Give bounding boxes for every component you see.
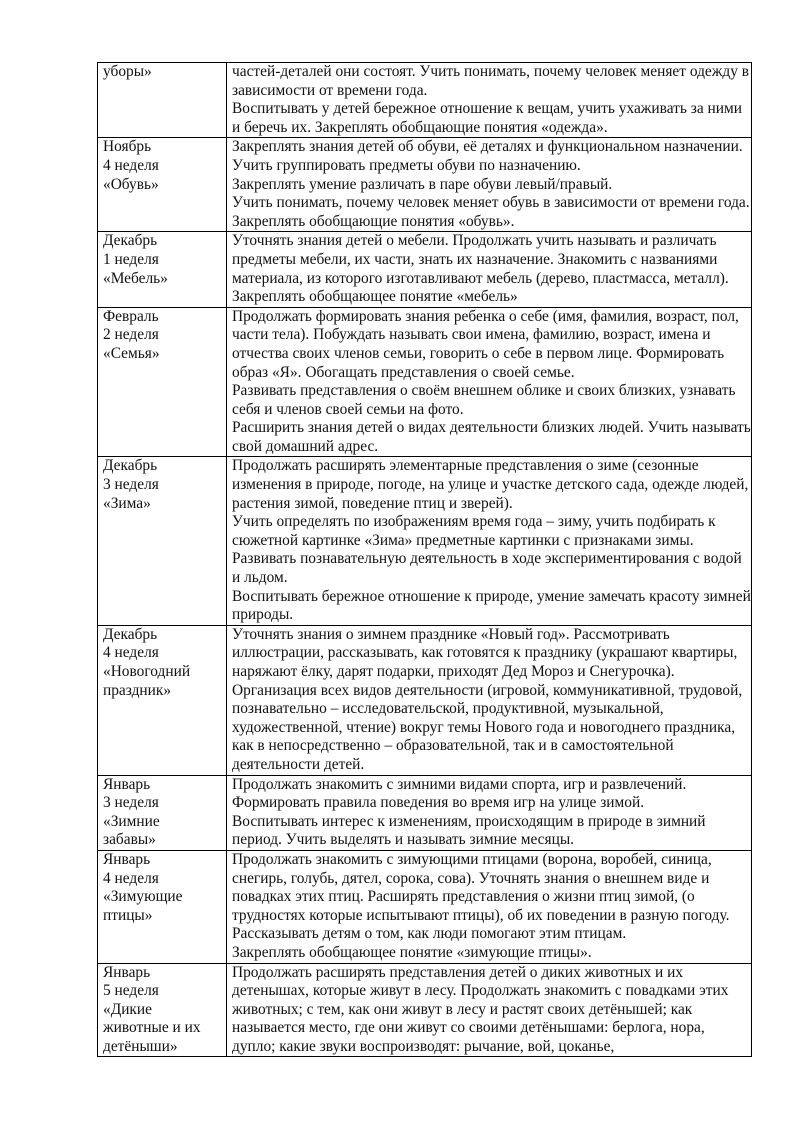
description-paragraph: частей-деталей они состоят. Учить понимать, почему человек меняет одежду в зависимости от времени года. — [232, 63, 750, 99]
table-row — [98, 625, 752, 775]
topic-cell — [98, 775, 227, 850]
description-paragraph: Воспитывать интерес к изменениям, происходящим в природе в зимний период. Учить выделять и называть зимние месяцы. — [232, 812, 706, 849]
description-paragraph: Закреплять знания детей об обуви, её деталях и функциональном назначении. Учить группировать предметы обуви по назначению. — [232, 138, 743, 174]
topic-line: 4 неделя — [103, 869, 159, 887]
topic-line: 5 неделя — [103, 982, 159, 1000]
topic-cell — [98, 232, 227, 307]
plan-table-body — [98, 63, 752, 1057]
topic-line: «Мебель» — [103, 269, 168, 287]
topic-line: забавы» — [103, 831, 156, 849]
topic-cell — [98, 457, 227, 625]
description-paragraph: Воспитывать у детей бережное отношение к вещам, учить ухаживать за ними и беречь их. Закреплять обобщающие понятия «одежда». — [232, 100, 742, 136]
description-paragraph: Закреплять обобщающее понятие «зимующие птицы». — [232, 943, 592, 961]
topic-cell — [98, 850, 227, 963]
topic-line: Январь — [103, 850, 151, 868]
description-paragraph: Продолжать знакомить с зимующими птицами (ворона, воробей, синица, снегирь, голубь, дятел, сорока, сова). Уточнять знания о внешнем виде и повадках этих птиц. Расширять представления о жизни птиц зимой, (о трудностях которые испытывают птицы), об их поведении в разную погоду. Рассказывать детям о том, как люди помогают этим птицам. — [232, 850, 730, 943]
topic-line: Ноябрь — [103, 138, 152, 156]
description-cell — [227, 775, 752, 850]
table-row — [98, 850, 752, 963]
topic-line: Январь — [103, 963, 151, 981]
description-cell — [227, 963, 752, 1057]
topic-line: 3 неделя — [103, 794, 159, 812]
thematic-plan-table — [97, 62, 752, 1057]
table-row — [98, 963, 752, 1057]
description-paragraph: Уточнять знания детей о мебели. Продолжать учить называть и различать предметы мебели, их части, знать их назначение. Знакомить с названиями материала, из которого изготавливают мебель (дерево, пластмасса, металл). Закреплять обобщающее понятие «мебель» — [232, 232, 729, 306]
topic-line: Январь — [103, 775, 151, 793]
description-paragraph: Расширить знания детей о видах деятельности близких людей. Учить называть свой домашний адрес. — [232, 419, 751, 455]
topic-line: 3 неделя — [103, 476, 159, 494]
description-cell — [227, 625, 752, 775]
document-page — [97, 62, 751, 1057]
topic-line: птицы» — [103, 906, 153, 924]
description-paragraph: Учить определять по изображениям время года – зиму, учить подбирать к сюжетной картинке «Зима» предметные картинки с признаками зимы. — [232, 513, 716, 549]
description-paragraph: Организация всех видов деятельности (игровой, коммуникативной, трудовой, познавательно – исследовательской, продуктивной, музыкальной, художественной, чтение) вокруг темы Нового года и новогоднего праздника, как в непосредственно – образовательной, так и в самостоятельной деятельности детей. — [232, 681, 743, 773]
topic-line: уборы» — [103, 63, 152, 80]
description-paragraph: Продолжать знакомить с зимними видами спорта, игр и развлечений. Формировать правила поведения во время игр на улице зимой. — [232, 775, 687, 812]
topic-cell — [98, 138, 227, 232]
description-cell — [227, 307, 752, 457]
description-cell — [227, 63, 752, 138]
topic-line: «Новогодний — [103, 663, 191, 680]
description-paragraph: Развивать представления о своём внешнем облике и своих близких, узнавать себя и членов своей семьи на фото. — [232, 382, 736, 418]
description-paragraph: Продолжать формировать знания ребенка о себе (имя, фамилия, возраст, пол, части тела). Побуждать называть свои имена, фамилию, возраст, имена и отчества своих членов семьи, говорить о себе в первом лице. Формировать образ «Я». Обогащать представления о своей семье. — [232, 307, 739, 381]
description-paragraph: Продолжать расширять элементарные представления о зиме (сезонные изменения в природе, погоде, на улице и участке детского сада, одежде людей, растения зимой, поведение птиц и зверей). — [232, 457, 749, 512]
description-paragraph: Учить понимать, почему человек меняет обувь в зависимости от времени года. Закреплять обобщающие понятия «обувь». — [232, 194, 750, 230]
description-paragraph: Продолжать расширять представления детей о диких животных и их детенышах, которые живут в лесу. Продолжать знакомить с повадками этих животных; с тем, как они живут в лесу и растят своих детёнышей; как называется место, где они живут со своими детёнышами: берлога, нора, дупло; какие звуки воспроизводят: рычание, вой, цоканье, — [232, 963, 729, 1055]
topic-cell — [98, 307, 227, 457]
description-cell — [227, 138, 752, 232]
description-paragraph: Развивать познавательную деятельность в ходе экспериментирования с водой и льдом. — [232, 550, 742, 587]
description-paragraph: Уточнять знания о зимнем празднике «Новый год». Рассмотривать иллюстрации, рассказывать, как готовятся к празднику (украшают квартиры, наряжают ёлку, дарят подарки, приходят Дед Мороз и Снегурочка). — [232, 625, 738, 680]
topic-line: «Обувь» — [103, 175, 159, 193]
table-row — [98, 232, 752, 307]
topic-line: праздник» — [103, 681, 172, 699]
topic-line: Февраль — [103, 307, 159, 325]
description-cell — [227, 232, 752, 307]
description-cell — [227, 457, 752, 625]
topic-line: «Зимние — [103, 812, 160, 830]
topic-cell — [98, 963, 227, 1057]
topic-line: детёныши» — [103, 1037, 178, 1055]
topic-line: «Семья» — [103, 344, 160, 362]
description-cell — [227, 850, 752, 963]
topic-line: Декабрь — [103, 457, 158, 475]
topic-cell — [98, 63, 227, 138]
topic-line: «Зима» — [103, 494, 151, 512]
topic-line: 4 неделя — [103, 644, 159, 662]
description-paragraph: Закреплять умение различать в паре обуви левый/правый. — [232, 175, 613, 193]
topic-cell — [98, 625, 227, 775]
topic-line: животные и их — [103, 1019, 201, 1037]
description-paragraph: Воспитывать бережное отношение к природе, умение замечать красоту зимней природы. — [232, 587, 751, 624]
topic-line: «Дикие — [103, 1000, 152, 1018]
table-row — [98, 63, 752, 138]
topic-line: 2 неделя — [103, 326, 159, 344]
table-row — [98, 775, 752, 850]
table-row — [98, 307, 752, 457]
topic-line: Декабрь — [103, 232, 158, 250]
topic-line: Декабрь — [103, 625, 158, 643]
table-row — [98, 457, 752, 625]
topic-line: «Зимующие — [103, 888, 183, 906]
table-row — [98, 138, 752, 232]
topic-line: 1 неделя — [103, 250, 159, 268]
topic-line: 4 неделя — [103, 156, 159, 174]
